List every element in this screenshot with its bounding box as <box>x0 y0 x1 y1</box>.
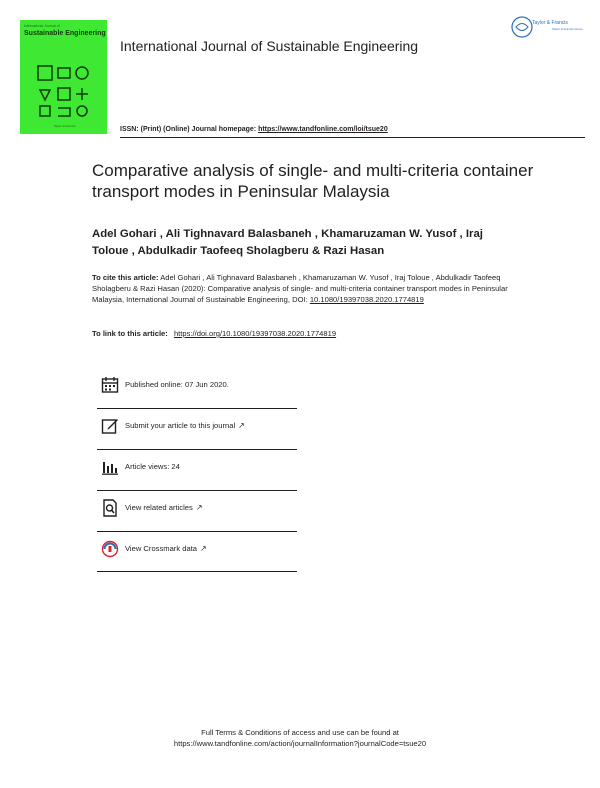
cover-illustration <box>36 64 92 120</box>
cover-small-title: International Journal of <box>24 24 60 28</box>
crossmark-icon <box>101 540 119 558</box>
cover-footer: Taylor & Francis <box>54 124 76 128</box>
article-link[interactable]: https://doi.org/10.1080/19397038.2020.1774819 <box>173 329 337 338</box>
issn-label: ISSN: (Print) (Online) Journal homepage: <box>120 126 257 133</box>
issn-line <box>120 126 388 133</box>
external-link-icon: ↗ <box>200 544 207 553</box>
header-divider <box>120 137 585 138</box>
calendar-icon <box>101 376 119 394</box>
published-label: Published online: 07 Jun 2020. <box>125 380 229 389</box>
document-search-icon <box>101 499 119 517</box>
submit-label[interactable]: Submit your article to this journal ↗ <box>125 421 245 430</box>
citation-label: To cite this article: <box>92 273 159 282</box>
citation-text: Adel Gohari , Ali Tighnavard Balasbaneh , Khamaruzaman W. Yusof , Iraj Toloue , Abdulkadir Taofeeq Sholagberu & Razi Hasan (2020): Comparative analysis of single- and multi-criteria container transport modes in Peninsular Malaysia, International Journal of Sustainable Engineering, DOI: <box>92 273 508 304</box>
related-row[interactable] <box>97 499 297 529</box>
published-row <box>97 376 297 406</box>
related-label[interactable]: View related articles ↗ <box>125 503 203 512</box>
publisher-name: Taylor & Francis <box>532 20 568 26</box>
edit-icon <box>101 417 119 435</box>
external-link-icon: ↗ <box>238 421 245 430</box>
views-row <box>97 458 297 488</box>
views-label: Article views: 24 <box>125 462 180 471</box>
info-divider <box>97 408 297 409</box>
info-divider <box>97 490 297 491</box>
journal-cover <box>20 20 107 134</box>
bar-chart-icon <box>101 458 119 476</box>
link-label: To link to this article: <box>92 329 168 338</box>
authors: Adel Gohari , Ali Tighnavard Balasbaneh , Khamaruzaman W. Yusof , Iraj Toloue , Abdulkadir Taofeeq Sholagberu & Razi Hasan <box>92 228 483 257</box>
footer-terms-link[interactable]: https://www.tandfonline.com/action/journalInformation?journalCode=tsue20 <box>173 739 427 748</box>
info-divider <box>97 571 297 572</box>
journal-title[interactable]: International Journal of Sustainable Engineering <box>120 38 419 54</box>
footer-line-1: Full Terms & Conditions of access and use can be found at <box>201 728 399 737</box>
article-title: Comparative analysis of single- and multi-criteria container transport modes in Peninsular Malaysia <box>92 161 534 201</box>
submit-row[interactable] <box>97 417 297 447</box>
external-link-icon: ↗ <box>195 503 203 512</box>
link-line <box>92 329 336 338</box>
crossmark-label[interactable]: View Crossmark data ↗ <box>125 544 207 553</box>
doi-link[interactable]: 10.1080/19397038.2020.1774819 <box>309 295 424 304</box>
citation-block <box>92 272 532 305</box>
info-divider <box>97 449 297 450</box>
publisher-sub: Taylor & Francis Group <box>552 27 583 31</box>
cover-title: Sustainable Engineering <box>24 30 106 37</box>
journal-homepage-link[interactable]: https://www.tandfonline.com/loi/tsue20 <box>258 126 388 133</box>
info-divider <box>97 531 297 532</box>
footer <box>0 727 600 749</box>
crossmark-row[interactable] <box>97 540 297 570</box>
